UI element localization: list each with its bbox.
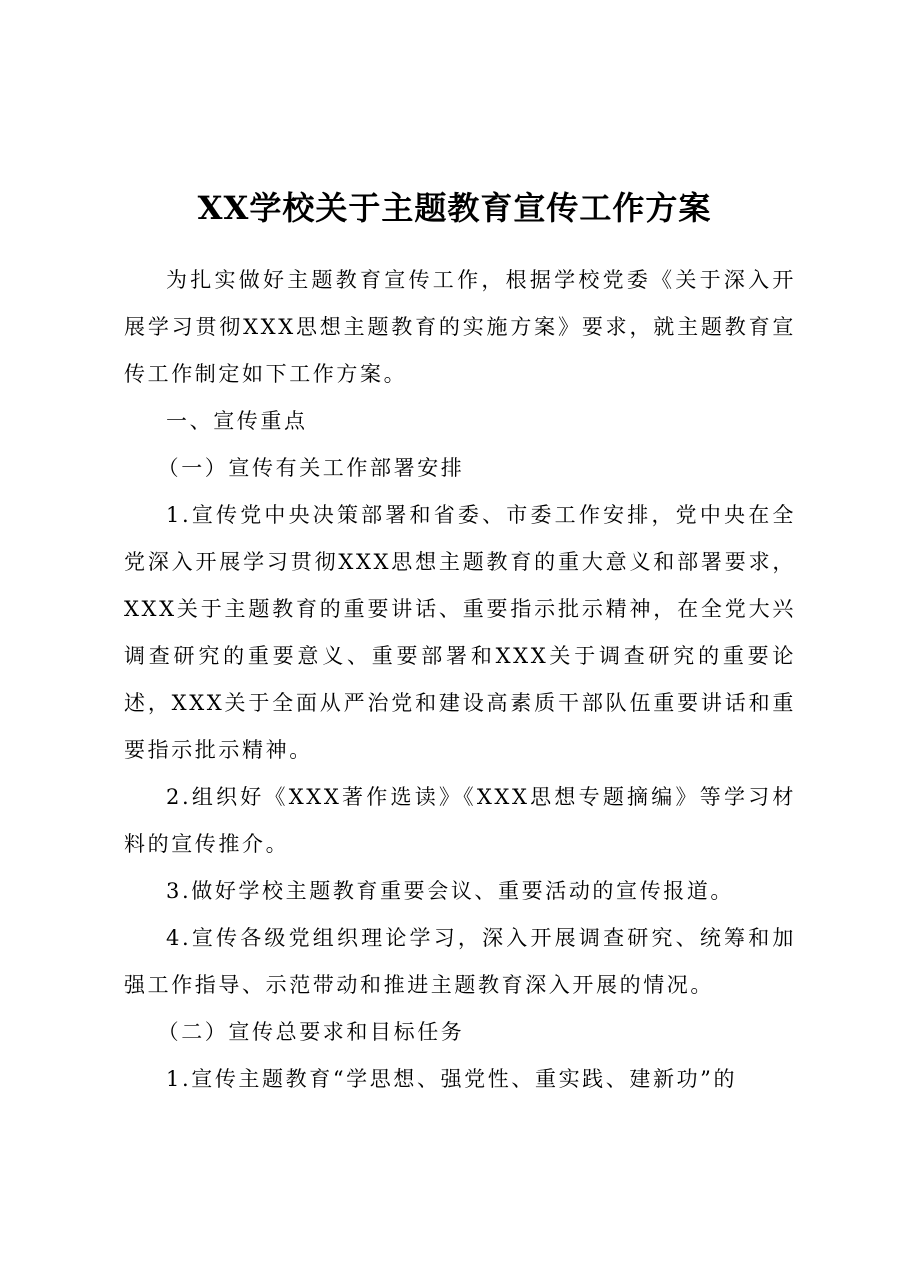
- intro-paragraph: 为扎实做好主题教育宣传工作，根据学校党委《关于深入开展学习贯彻XXX思想主题教育的实施方案》要求，就主题教育宣传工作制定如下工作方案。: [124, 268, 796, 386]
- paragraph-item-5: 1.宣传主题教育“学思想、强党性、重实践、建新功”的: [166, 1067, 738, 1091]
- subsection-heading-1: （一）宣传有关工作部署安排: [157, 456, 465, 480]
- paragraph-item-4: 4.宣传各级党组织理论学习，深入开展调查研究、统筹和加强工作指导、示范带动和推进主题教育深入开展的情况。: [124, 926, 796, 997]
- paragraph-item-2: 2.组织好《XXX著作选读》《XXX思想专题摘编》等学习材料的宣传推介。: [124, 785, 796, 856]
- paragraph-item-3: 3.做好学校主题教育重要会议、重要活动的宣传报道。: [166, 879, 735, 903]
- document-title: XX学校关于主题教育宣传工作方案: [197, 189, 712, 227]
- document-body: [124, 257, 796, 1103]
- section-heading-1: 一、宣传重点: [166, 409, 308, 433]
- paragraph-item-1: 1.宣传党中央决策部署和省委、市委工作安排，党中央在全党深入开展学习贯彻XXX思想主题教育的重大意义和部署要求，XXX关于主题教育的重要讲话、重要指示批示精神，在全党大兴调查研究的重要意义、重要部署和XXX关于调查研究的重要论述，XXX关于全面从严治党和建设高素质干部队伍重要讲话和重要指示批示精神。: [124, 503, 796, 762]
- subsection-heading-2: （二）宣传总要求和目标任务: [157, 1020, 465, 1044]
